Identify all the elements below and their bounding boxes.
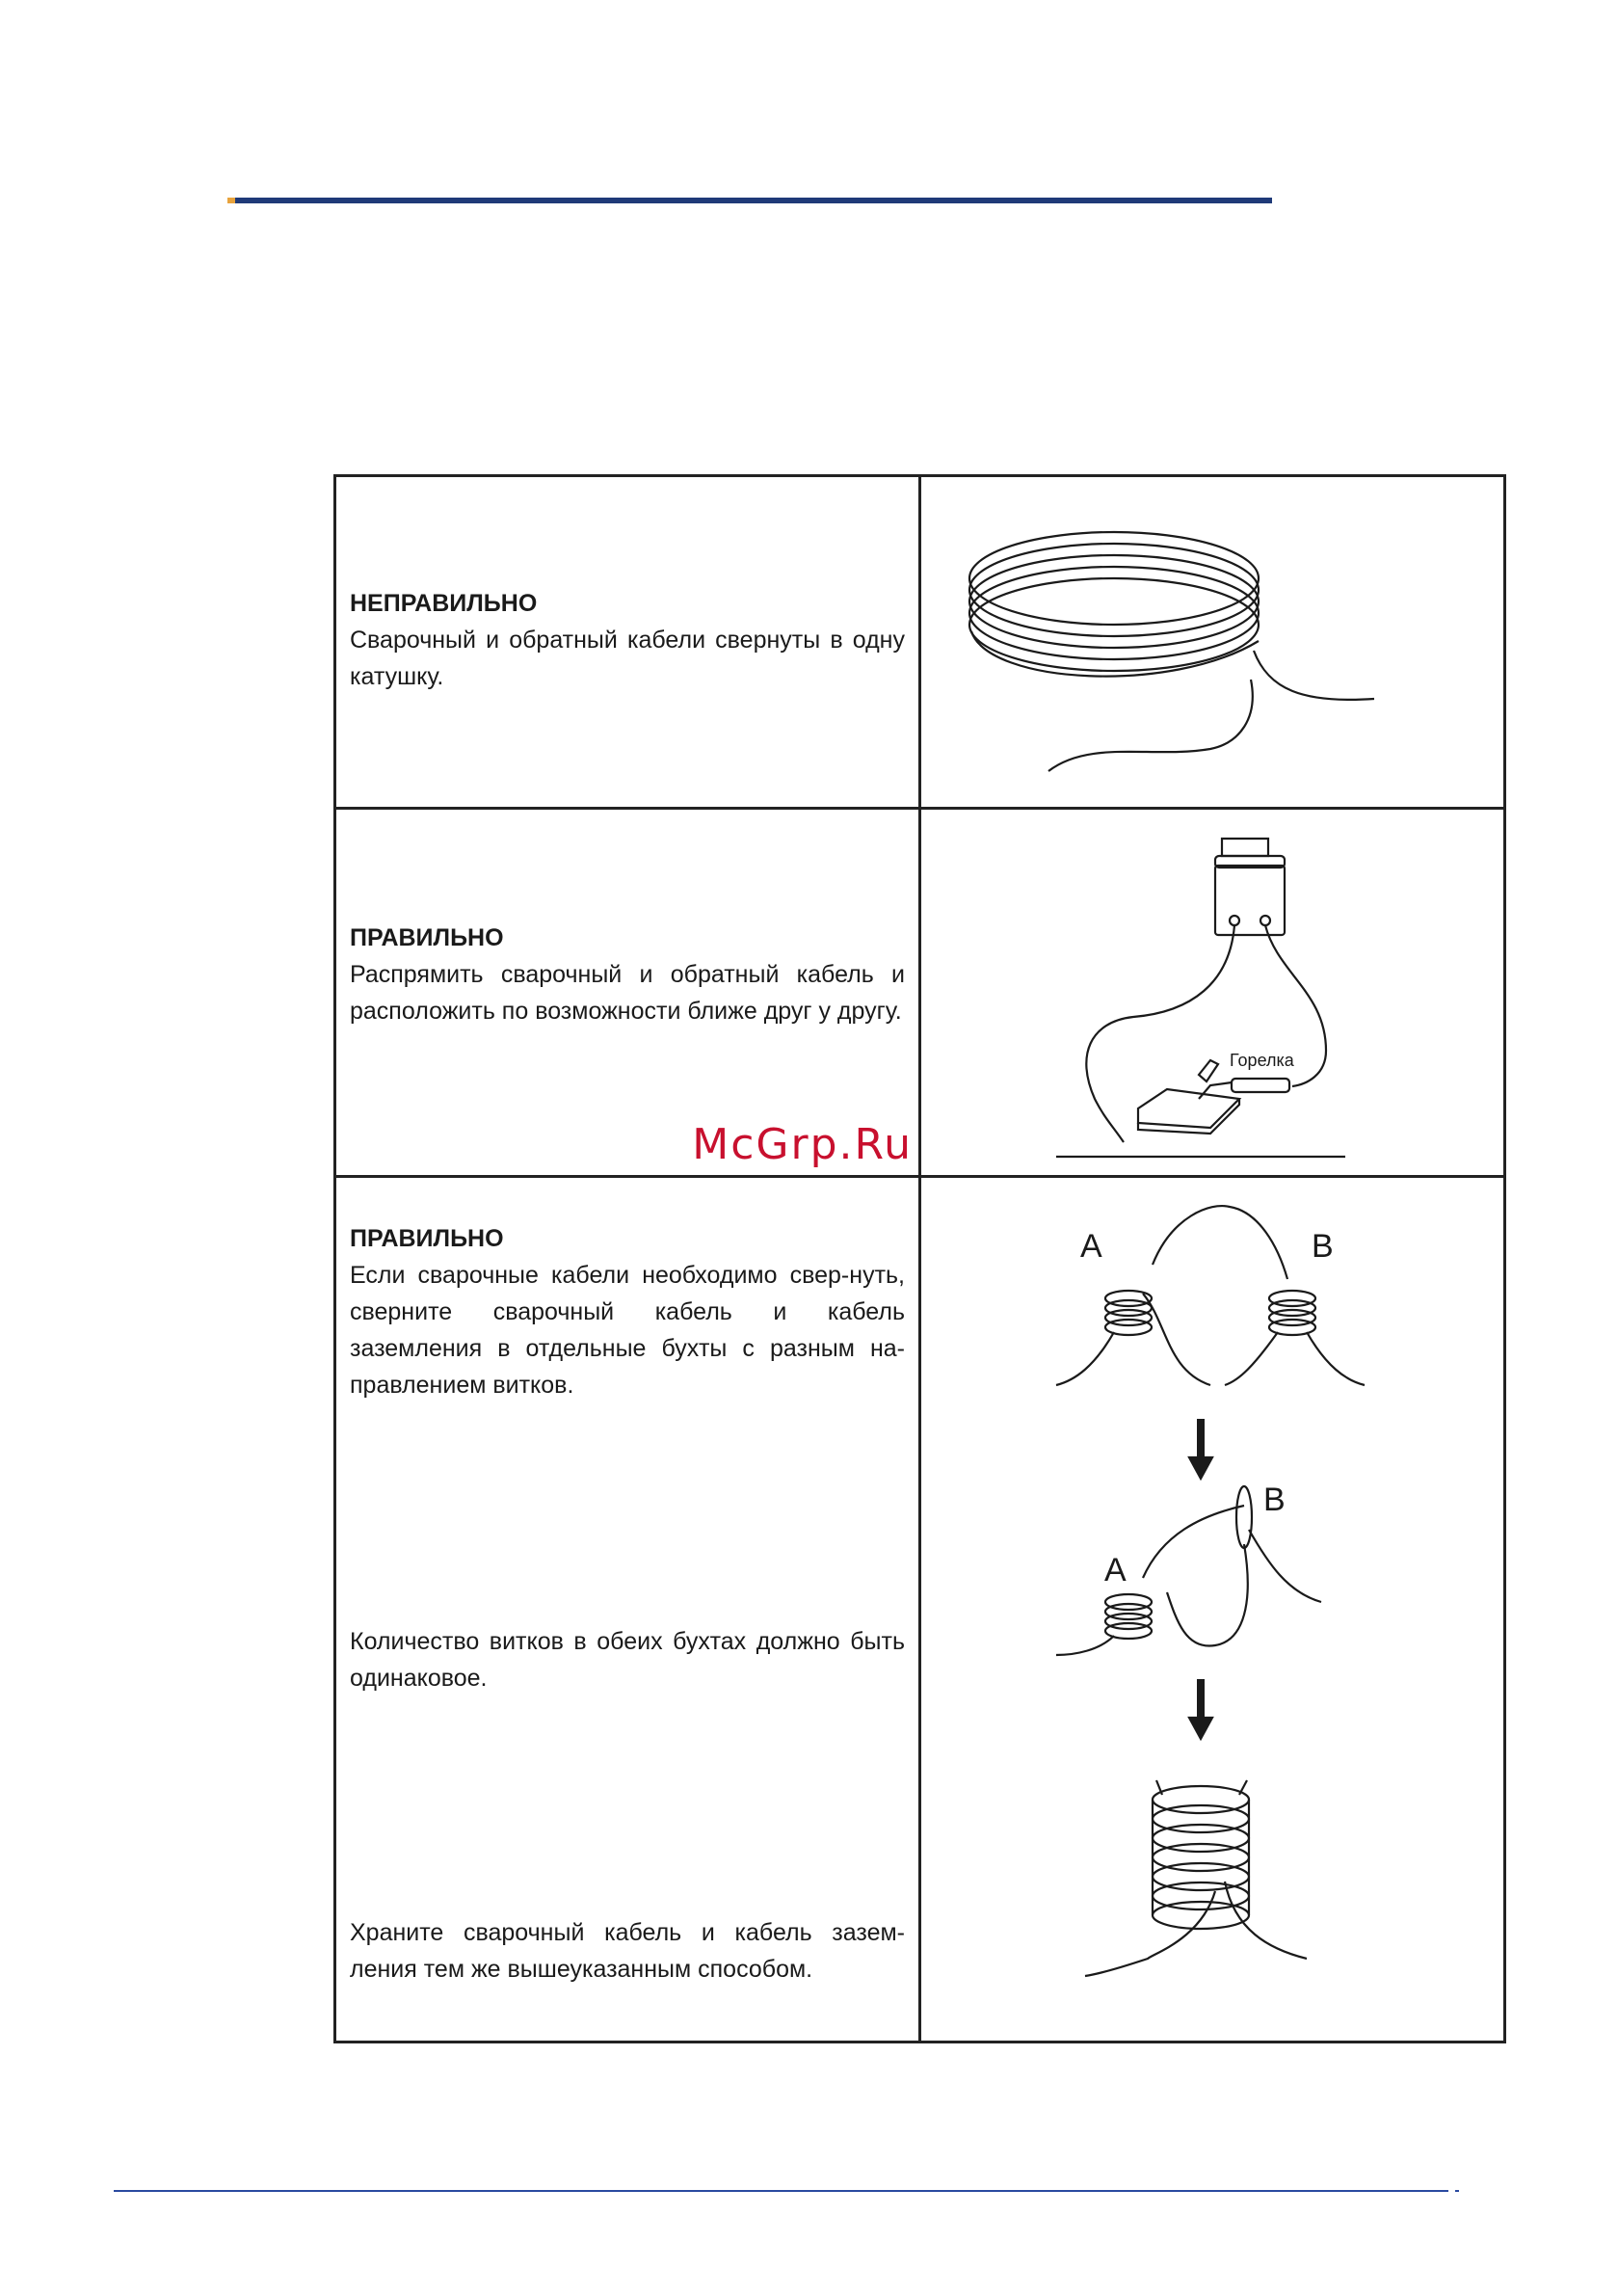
label-a: A [1104, 1552, 1127, 1589]
header-rule [231, 198, 1272, 203]
welder-socket [1230, 916, 1239, 925]
cable-end-bottom [1048, 680, 1253, 771]
row3-text-cell [335, 1177, 920, 2042]
coil-b [1269, 1291, 1315, 1335]
workpiece-edge [1138, 1099, 1239, 1134]
cable-end [1056, 1636, 1114, 1655]
cable-end [1249, 1530, 1321, 1602]
torch-label: Горелка [1230, 1051, 1294, 1070]
down-arrow-head [1189, 1718, 1212, 1739]
row1-text-cell [335, 476, 920, 809]
coil-b-edge [1236, 1486, 1252, 1548]
coil-loop [969, 567, 1259, 659]
row3-text-b: Количество витков в обеих бухтах должно быть одинаковое. [350, 1628, 905, 1692]
cable-end [1225, 1332, 1278, 1385]
label-a: A [1080, 1228, 1102, 1265]
cable-arc [1153, 1206, 1287, 1279]
row3-image-cell [920, 1177, 1505, 2042]
torch-nozzle [1199, 1060, 1218, 1081]
cable-end [1225, 1882, 1307, 1959]
label-b: B [1312, 1228, 1334, 1265]
welder-unit [1215, 866, 1285, 935]
cable-end [1307, 1332, 1365, 1385]
cable-guide-table [333, 474, 1506, 2043]
coiled-cable-illustration [921, 477, 1503, 805]
row3-text-c: Храните сварочный кабель и кабель зазем-ления тем же вышеуказанным способом. [350, 1919, 905, 1983]
row3-heading: ПРАВИЛЬНО [350, 1225, 504, 1252]
welder-handle [1222, 839, 1268, 856]
cable-top-ends [1156, 1780, 1247, 1795]
torch-handle [1232, 1079, 1289, 1092]
welder-socket [1260, 916, 1270, 925]
coil-loop [969, 544, 1259, 636]
row1-heading: НЕПРАВИЛЬНО [350, 590, 538, 617]
cable-loop [1167, 1544, 1248, 1646]
row2-image-cell [920, 809, 1505, 1177]
coil-loop [969, 555, 1259, 648]
table-row [335, 809, 1505, 1177]
row3-text-a [350, 1220, 905, 1403]
header-rule-accent [227, 198, 235, 203]
ground-cable [1086, 925, 1234, 1142]
row1-text [350, 585, 905, 695]
table-row [335, 476, 1505, 809]
footer-rule [114, 2190, 1448, 2192]
row2-heading: ПРАВИЛЬНО [350, 924, 504, 951]
workpiece [1138, 1089, 1239, 1128]
cable-end [1085, 1891, 1215, 1976]
down-arrow-head [1189, 1457, 1212, 1479]
cable-arc [1143, 1506, 1244, 1578]
cable-end [1056, 1332, 1114, 1385]
watermark: McGrp.Ru [692, 1120, 913, 1169]
table-row [335, 1177, 1505, 2042]
row3-body: Если сварочные кабели необходимо свер-нуть, сверните сварочный кабель и кабель заземления в отдельные бухты с разным на-правлением витков. [350, 1262, 905, 1399]
row1-image-cell [920, 476, 1505, 809]
coil-lower-front [971, 631, 1259, 677]
row2-text [350, 920, 905, 1029]
label-b: B [1263, 1482, 1286, 1518]
row2-text-cell [335, 809, 920, 1177]
row2-body: Распрямить сварочный и обратный кабель и расположить по возможности ближе друг у другу. [350, 961, 905, 1025]
coil-a-small [1105, 1594, 1152, 1639]
footer-rule-tick [1455, 2190, 1459, 2192]
coiling-steps-illustration [921, 1178, 1503, 2041]
row1-body: Сварочный и обратный кабели свернуты в одну катушку. [350, 627, 905, 690]
cable-end-right [1254, 651, 1374, 700]
separated-cables-illustration [921, 810, 1503, 1176]
cable-end [1143, 1294, 1210, 1385]
